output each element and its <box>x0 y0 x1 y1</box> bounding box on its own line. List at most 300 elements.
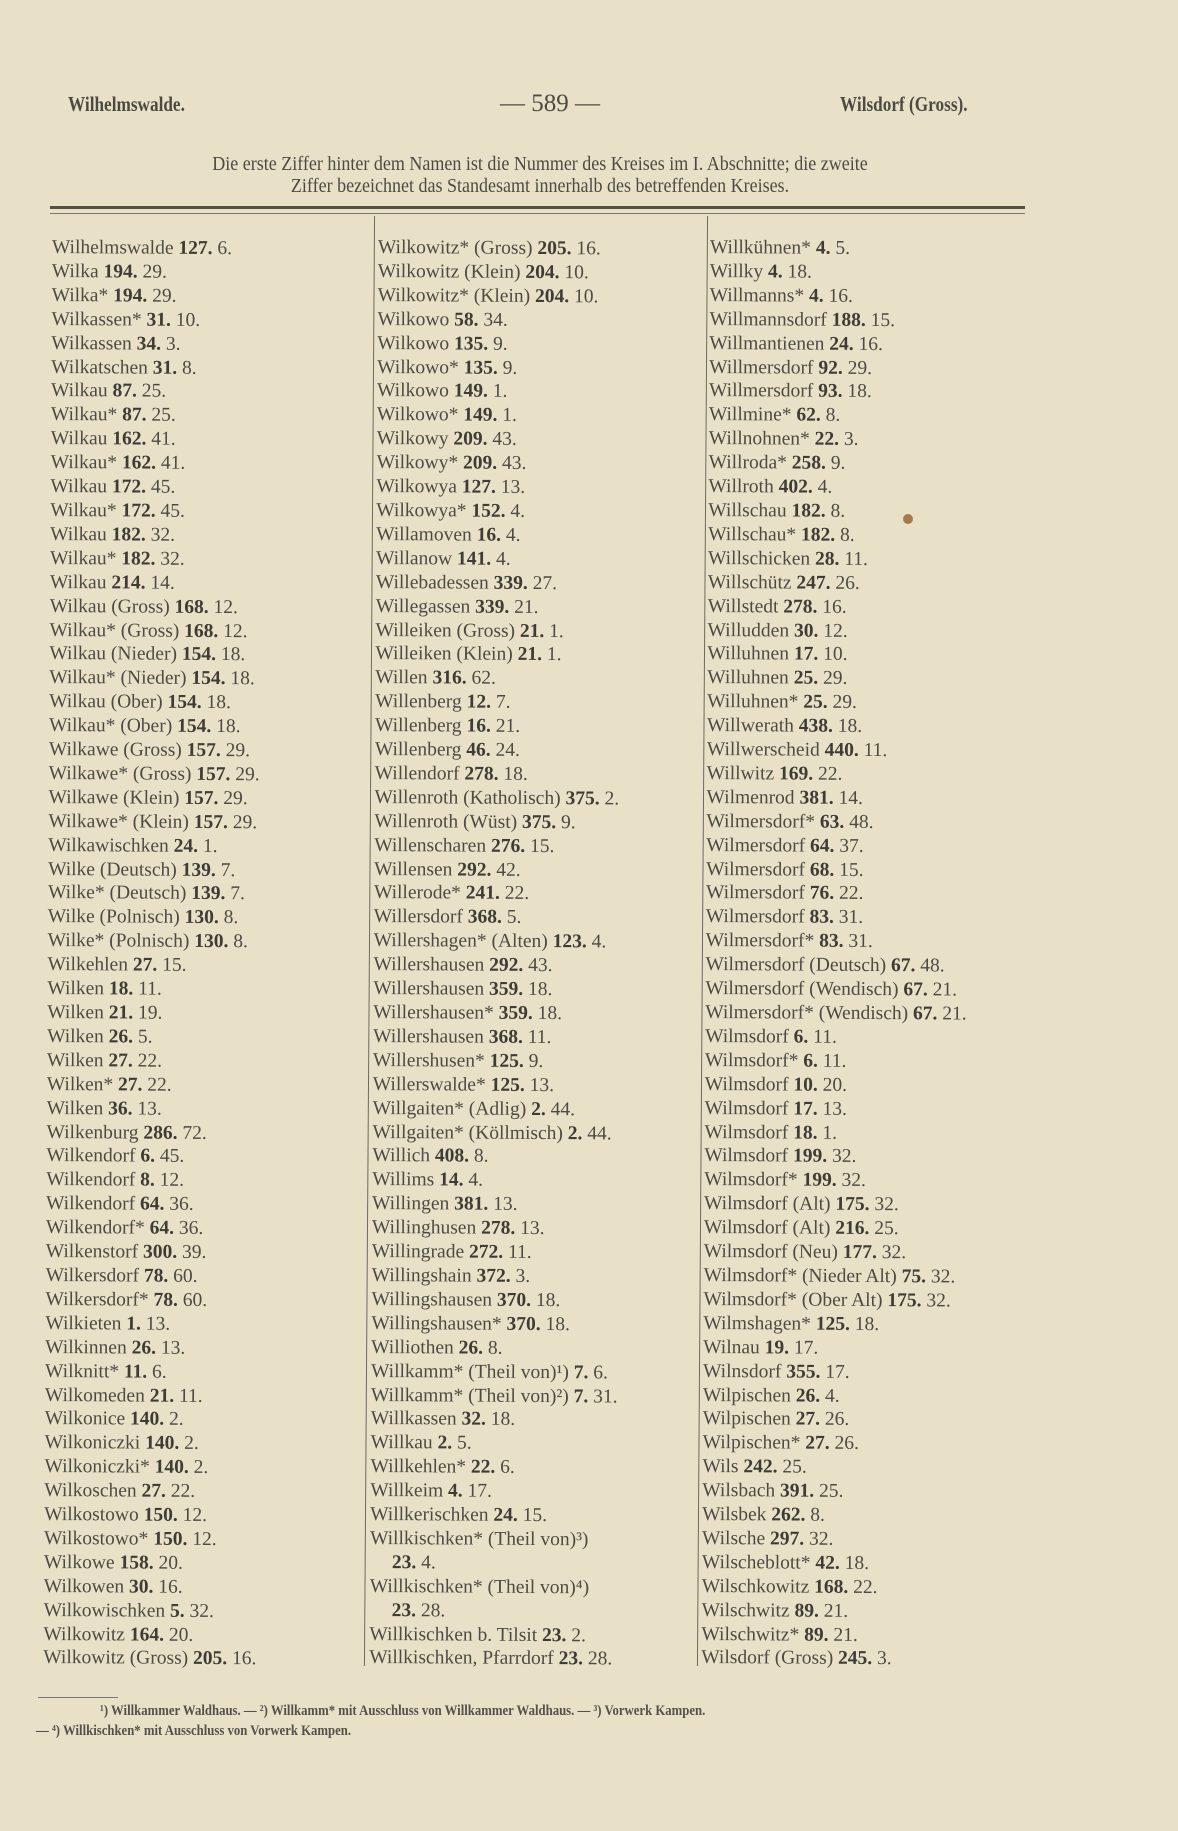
index-entry <box>47 1097 260 1122</box>
index-entry <box>703 1360 965 1386</box>
district-number: 157. <box>193 811 229 833</box>
registry-office-number: 3. <box>877 1648 892 1670</box>
district-number: 64. <box>149 1217 175 1239</box>
entry-numbers <box>825 740 888 761</box>
entry-numbers <box>820 811 874 832</box>
registry-office-number: 2. <box>184 1433 199 1455</box>
registry-office-number: 6. <box>217 238 233 260</box>
running-head-first-entry: Wilhelmswalde. <box>68 92 185 116</box>
index-entry <box>47 1049 260 1074</box>
registry-office-number: 1. <box>546 644 562 666</box>
registry-office-number: 3. <box>843 429 859 451</box>
paper-stain <box>903 514 913 524</box>
footnote-line-2: — ⁴) Willkischken* mit Ausschluss von Vorwerk Kampen. <box>36 1723 352 1739</box>
district-number: 162. <box>121 452 157 474</box>
entry-numbers <box>835 1194 899 1215</box>
registry-office-number: 14. <box>838 787 863 809</box>
place-name: Wilkowen <box>43 1575 125 1598</box>
entry-numbers <box>454 381 508 402</box>
place-name: Willendorf <box>374 762 460 785</box>
district-number: 216. <box>835 1217 870 1240</box>
index-entry <box>372 1264 619 1289</box>
place-name: Wilsbek <box>702 1504 767 1526</box>
index-entry <box>709 356 971 382</box>
place-name: Willschütz <box>707 571 792 594</box>
index-entry <box>705 1097 967 1123</box>
registry-office-number: 24. <box>495 739 521 761</box>
district-number: 205. <box>537 237 572 260</box>
registry-office-number: 17. <box>467 1480 493 1502</box>
district-number: 6. <box>140 1145 156 1168</box>
district-number: 157. <box>186 739 221 762</box>
registry-office-number: 16. <box>822 596 847 618</box>
district-number: 150. <box>143 1504 178 1526</box>
entry-numbers <box>469 1242 532 1263</box>
registry-office-number: 32. <box>874 1194 899 1216</box>
registry-office-number: 3. <box>165 333 181 355</box>
registry-office-number: 9. <box>830 452 846 474</box>
index-entry <box>373 1049 620 1074</box>
registry-office-number: 16. <box>828 285 853 307</box>
place-name: Wilmersdorf <box>705 906 805 928</box>
registry-office-number: 45. <box>160 500 186 522</box>
index-entry <box>708 595 970 621</box>
index-entry <box>49 738 262 763</box>
registry-office-number: 21. <box>932 979 958 1001</box>
place-name: Wilschwitz* <box>701 1623 800 1646</box>
index-entry <box>376 618 623 643</box>
registry-office-number: 32. <box>841 1170 867 1192</box>
entry-numbers <box>553 931 607 952</box>
place-name: Wilkau* <box>50 499 117 522</box>
place-name: Willerode* <box>373 882 461 904</box>
registry-office-number: 10. <box>564 262 589 284</box>
place-name: Willkehlen* <box>370 1456 467 1478</box>
district-number: 6. <box>803 1050 818 1072</box>
district-number: 63. <box>819 811 845 833</box>
district-number: 172. <box>121 500 156 522</box>
district-number: 149. <box>463 404 498 427</box>
registry-office-number: 29. <box>142 261 167 283</box>
index-entry <box>43 1646 256 1671</box>
index-entry <box>378 260 625 285</box>
entry-numbers <box>832 309 896 330</box>
entry-numbers <box>130 1624 194 1645</box>
district-number: 46. <box>466 739 491 761</box>
place-name: Wilmersdorf* <box>705 930 815 952</box>
district-number: 27. <box>141 1480 167 1502</box>
district-number: 6. <box>793 1026 809 1048</box>
entry-numbers <box>143 1242 207 1263</box>
place-name: Willich <box>372 1145 431 1167</box>
index-entry <box>707 738 969 764</box>
registry-office-number: 22. <box>838 883 864 905</box>
district-number: 258. <box>791 452 826 474</box>
registry-office-number: 16. <box>158 1576 183 1598</box>
place-name: Wilsdorf (Gross) <box>701 1647 834 1670</box>
entry-numbers <box>796 1409 850 1430</box>
district-number: 177. <box>842 1241 877 1264</box>
entry-numbers <box>793 1074 847 1095</box>
place-name: Willebadessen <box>375 571 489 594</box>
district-number: 4. <box>767 261 783 283</box>
index-entry <box>51 403 264 428</box>
district-number: 300. <box>142 1241 178 1263</box>
registry-office-number: 41. <box>160 452 186 474</box>
district-number: 130. <box>194 931 229 953</box>
registry-office-number: 11. <box>822 1050 847 1072</box>
entry-numbers <box>815 1553 869 1574</box>
entry-numbers <box>121 548 185 569</box>
entry-numbers <box>174 835 218 856</box>
place-name: Wilka <box>51 260 99 283</box>
place-name: Willenroth (Katholisch) <box>374 786 561 809</box>
registry-office-number: 8. <box>233 931 248 953</box>
district-number: 182. <box>111 524 146 546</box>
index-entry <box>375 714 622 739</box>
registry-office-number: 13. <box>160 1337 186 1359</box>
district-number: 168. <box>814 1576 849 1598</box>
registry-office-number: 4. <box>468 1169 484 1192</box>
place-name: Wilnau <box>703 1336 760 1359</box>
index-entry <box>702 1527 964 1553</box>
index-entry <box>705 1001 967 1027</box>
index-entry <box>706 834 968 860</box>
entry-numbers <box>143 1122 207 1143</box>
entry-numbers <box>565 788 619 809</box>
registry-office-number: 25. <box>141 380 167 403</box>
entry-numbers <box>838 1648 892 1669</box>
place-name: Wilkowischken <box>43 1599 166 1622</box>
index-entry <box>50 618 263 643</box>
entry-numbers <box>819 931 873 952</box>
entry-numbers <box>435 1146 489 1167</box>
index-entry <box>703 1431 965 1457</box>
place-name: Wilkoniczki <box>44 1432 141 1454</box>
place-name: Willwerath <box>706 715 795 737</box>
index-entry <box>377 332 624 357</box>
place-name: Willkühnen* <box>709 236 812 259</box>
registry-office-number: 13. <box>137 1098 162 1120</box>
registry-office-number: 32. <box>831 1146 857 1168</box>
index-entry <box>377 403 624 428</box>
district-number: 127. <box>461 476 496 498</box>
entry-numbers <box>843 1242 907 1263</box>
entry-numbers <box>771 1504 825 1525</box>
registry-office-number: 18. <box>220 644 246 666</box>
place-name: Wilkoschen <box>44 1480 137 1502</box>
district-number: 78. <box>153 1289 179 1311</box>
entry-numbers <box>122 405 176 426</box>
entry-numbers <box>796 572 860 593</box>
index-entry <box>49 690 262 715</box>
district-number: 292. <box>489 954 524 977</box>
district-number: 16. <box>476 524 502 546</box>
index-entry <box>44 1551 257 1576</box>
registry-office-number: 29. <box>847 357 873 379</box>
entry-numbers <box>520 620 564 641</box>
place-name: Wilmsdorf* (Nieder Alt) <box>703 1264 897 1288</box>
place-name: Wilmersdorf <box>706 834 806 857</box>
index-entry <box>48 881 261 906</box>
entry-numbers <box>803 692 857 713</box>
index-entry <box>371 1288 618 1313</box>
place-name: Wilkau* <box>50 404 118 426</box>
index-entry <box>710 260 972 286</box>
place-name: Wilkersdorf <box>45 1264 140 1287</box>
index-entry <box>705 953 967 979</box>
place-name: Wilka* <box>51 284 109 307</box>
district-number: 24. <box>173 835 199 857</box>
registry-office-number: 16. <box>576 238 601 260</box>
index-entry <box>710 284 972 310</box>
entry-numbers <box>497 1290 561 1311</box>
entry-numbers <box>794 1026 837 1047</box>
entry-numbers <box>568 1123 612 1144</box>
district-number: 24. <box>829 333 854 355</box>
registry-office-number: 44. <box>550 1098 576 1120</box>
district-number: 25. <box>793 667 819 689</box>
district-number: 209. <box>462 452 498 474</box>
registry-office-number: 21. <box>942 1003 967 1025</box>
entry-numbers <box>140 1170 184 1191</box>
district-number: 152. <box>471 500 506 522</box>
index-entry <box>371 1336 618 1361</box>
index-entry <box>702 1455 964 1481</box>
registry-office-number: 21. <box>833 1624 858 1646</box>
place-name: Wilken* <box>46 1073 114 1096</box>
district-number: 2. <box>437 1432 453 1454</box>
place-name: Willkau <box>370 1432 433 1454</box>
registry-office-number: 29. <box>225 740 251 762</box>
index-entry <box>374 786 621 811</box>
entry-numbers <box>796 405 840 426</box>
entry-numbers <box>793 1098 847 1119</box>
place-name: Wilkawe (Klein) <box>48 786 180 809</box>
district-number: 140. <box>154 1456 189 1479</box>
district-number: 182. <box>801 524 836 546</box>
registry-office-number: 12. <box>182 1504 208 1527</box>
index-entry <box>374 929 621 954</box>
entry-numbers <box>559 1649 613 1670</box>
registry-office-number: 15. <box>870 309 896 331</box>
district-number: 25. <box>803 691 828 713</box>
index-entry <box>375 666 622 691</box>
district-number: 141. <box>456 548 492 570</box>
registry-office-number: 18. <box>527 979 553 1001</box>
index-entry <box>46 1144 259 1169</box>
entry-numbers <box>126 1313 170 1334</box>
district-number: 31. <box>146 309 172 331</box>
explanatory-note-line-1: Die erste Ziffer hinter dem Namen ist die Nummer des Kreises im I. Abschnitte; die zweite <box>212 153 868 175</box>
place-name: Wilkau* <box>49 547 117 570</box>
index-entry <box>377 356 624 381</box>
entry-numbers <box>140 1146 184 1167</box>
district-number: 32. <box>461 1408 486 1431</box>
place-name: Wilkassen <box>51 332 132 355</box>
registry-office-number: 29. <box>822 668 848 690</box>
registry-office-number: 32. <box>160 548 185 570</box>
registry-office-number: 12. <box>192 1528 217 1550</box>
entry-numbers <box>454 1194 518 1215</box>
index-entry <box>373 953 620 978</box>
registry-office-number: 29. <box>832 691 858 714</box>
district-number: 36. <box>108 1097 133 1120</box>
district-number: 140. <box>145 1432 180 1455</box>
registry-office-number: 13. <box>520 1218 545 1240</box>
index-entry <box>373 1001 620 1026</box>
entry-numbers <box>818 381 872 402</box>
entry-numbers <box>467 692 511 713</box>
registry-office-number: 13. <box>529 1074 555 1096</box>
index-entry <box>373 1073 620 1098</box>
place-name: Willershausen* <box>373 1001 494 1024</box>
entry-numbers <box>903 979 957 1000</box>
entry-numbers <box>153 1529 217 1550</box>
index-column-3 <box>701 236 971 1672</box>
district-number: 127. <box>178 237 213 259</box>
place-name: Wilnsdorf <box>703 1360 782 1383</box>
index-entry <box>374 810 621 835</box>
entry-numbers <box>112 524 176 545</box>
registry-office-number: 44. <box>587 1122 612 1144</box>
registry-office-number: 8. <box>487 1337 503 1359</box>
entry-numbers <box>476 1266 530 1287</box>
registry-office-number: 32. <box>881 1242 907 1264</box>
entry-numbers <box>518 644 562 665</box>
registry-office-number: 18. <box>230 668 255 690</box>
entry-numbers <box>153 357 197 378</box>
entry-numbers <box>119 1552 183 1573</box>
index-entry <box>48 834 261 859</box>
registry-office-number: 18. <box>490 1409 516 1431</box>
place-name: Willuhnen <box>707 643 790 665</box>
registry-office-number: 45. <box>150 476 176 498</box>
place-name: Wilkawe* (Klein) <box>48 810 190 833</box>
entry-numbers <box>780 1481 844 1502</box>
district-number: 23. <box>391 1599 417 1621</box>
index-entry <box>704 1121 966 1147</box>
district-number: 64. <box>809 835 835 857</box>
place-name: Willenberg <box>374 739 462 761</box>
registry-office-number: 4. <box>421 1552 436 1574</box>
district-number: 11. <box>123 1361 148 1383</box>
place-name: Wilkau* (Nieder) <box>49 667 187 690</box>
place-name: Wilmersdorf* <box>706 810 816 833</box>
district-number: 125. <box>489 1050 524 1072</box>
place-name: Willkischken* (Theil von)³) <box>369 1527 589 1551</box>
registry-office-number: 9. <box>502 357 518 379</box>
registry-office-number: 31. <box>593 1385 618 1407</box>
index-entry <box>45 1407 258 1432</box>
entry-numbers <box>542 1625 586 1646</box>
index-entry <box>46 1168 259 1193</box>
entry-numbers <box>835 1218 899 1239</box>
index-entry <box>52 260 265 285</box>
index-entry <box>710 236 972 262</box>
index-entry <box>372 1168 619 1193</box>
district-number: 30. <box>793 620 819 642</box>
district-number: 92. <box>818 357 843 379</box>
index-entry <box>49 762 262 787</box>
district-number: 135. <box>463 357 498 379</box>
entry-numbers <box>779 476 833 497</box>
place-name: Willims <box>372 1169 435 1191</box>
entry-numbers <box>112 429 176 450</box>
entry-numbers <box>815 429 859 450</box>
place-name: Wilkowo <box>377 332 450 355</box>
place-name: Willmanns* <box>709 284 805 307</box>
index-entry <box>48 810 261 835</box>
registry-office-number: 16. <box>232 1648 257 1670</box>
index-entry <box>374 881 621 906</box>
place-name: Willmersdorf <box>708 380 814 403</box>
district-number: 68. <box>809 859 835 881</box>
entry-numbers <box>448 1481 492 1502</box>
entry-numbers <box>108 1098 162 1119</box>
registry-office-number: 15. <box>162 954 187 977</box>
index-entry <box>708 499 970 525</box>
entry-numbers <box>108 1050 162 1071</box>
entry-numbers <box>810 859 864 880</box>
district-number: 23. <box>558 1648 584 1670</box>
registry-office-number: 5. <box>506 907 522 929</box>
place-name: Wilmsdorf <box>704 1073 789 1096</box>
index-entry <box>369 1623 616 1648</box>
registry-office-number: 1. <box>822 1122 838 1144</box>
registry-office-number: 26. <box>834 1433 859 1455</box>
index-entry <box>370 1503 617 1528</box>
index-entry <box>49 714 262 739</box>
district-number: 4. <box>448 1480 463 1502</box>
district-number: 24. <box>493 1504 518 1526</box>
index-entry <box>706 810 968 836</box>
entry-numbers <box>829 333 883 354</box>
registry-office-number: 28. <box>420 1599 446 1622</box>
registry-office-number: 12. <box>823 620 848 642</box>
place-name: Wilke (Polnisch) <box>47 906 180 929</box>
entry-numbers <box>803 1050 846 1071</box>
district-number: 188. <box>831 309 866 331</box>
index-entry <box>48 858 261 883</box>
district-number: 157. <box>184 787 219 809</box>
entry-numbers <box>799 787 863 808</box>
entry-numbers <box>463 453 527 474</box>
registry-office-number: 8. <box>840 524 855 546</box>
registry-office-number: 43. <box>501 452 527 475</box>
registry-office-number: 26. <box>824 1409 850 1431</box>
district-number: 408. <box>434 1145 470 1168</box>
place-name: Willkamm* (Theil von)²) <box>370 1384 569 1407</box>
registry-office-number: 34. <box>483 309 508 331</box>
index-entry <box>375 762 622 787</box>
district-number: 359. <box>488 978 524 1000</box>
place-name: Wilhelmswalde <box>51 236 174 259</box>
place-name: Wilkowitz (Klein) <box>377 260 521 283</box>
entry-numbers <box>150 1385 203 1406</box>
explanatory-note-line-2: Ziffer bezeichnet das Standesamt innerhalb des betreffenden Kreises. <box>290 175 790 197</box>
entry-numbers <box>525 262 589 283</box>
district-number: 247. <box>796 572 831 594</box>
entry-numbers <box>779 763 843 784</box>
registry-office-number: 4. <box>505 524 521 546</box>
index-entry <box>377 308 624 333</box>
district-number: 182. <box>121 548 156 570</box>
index-entry <box>51 308 264 333</box>
registry-office-number: 8. <box>825 405 841 427</box>
entry-numbers <box>794 620 848 641</box>
entry-numbers <box>815 548 868 569</box>
